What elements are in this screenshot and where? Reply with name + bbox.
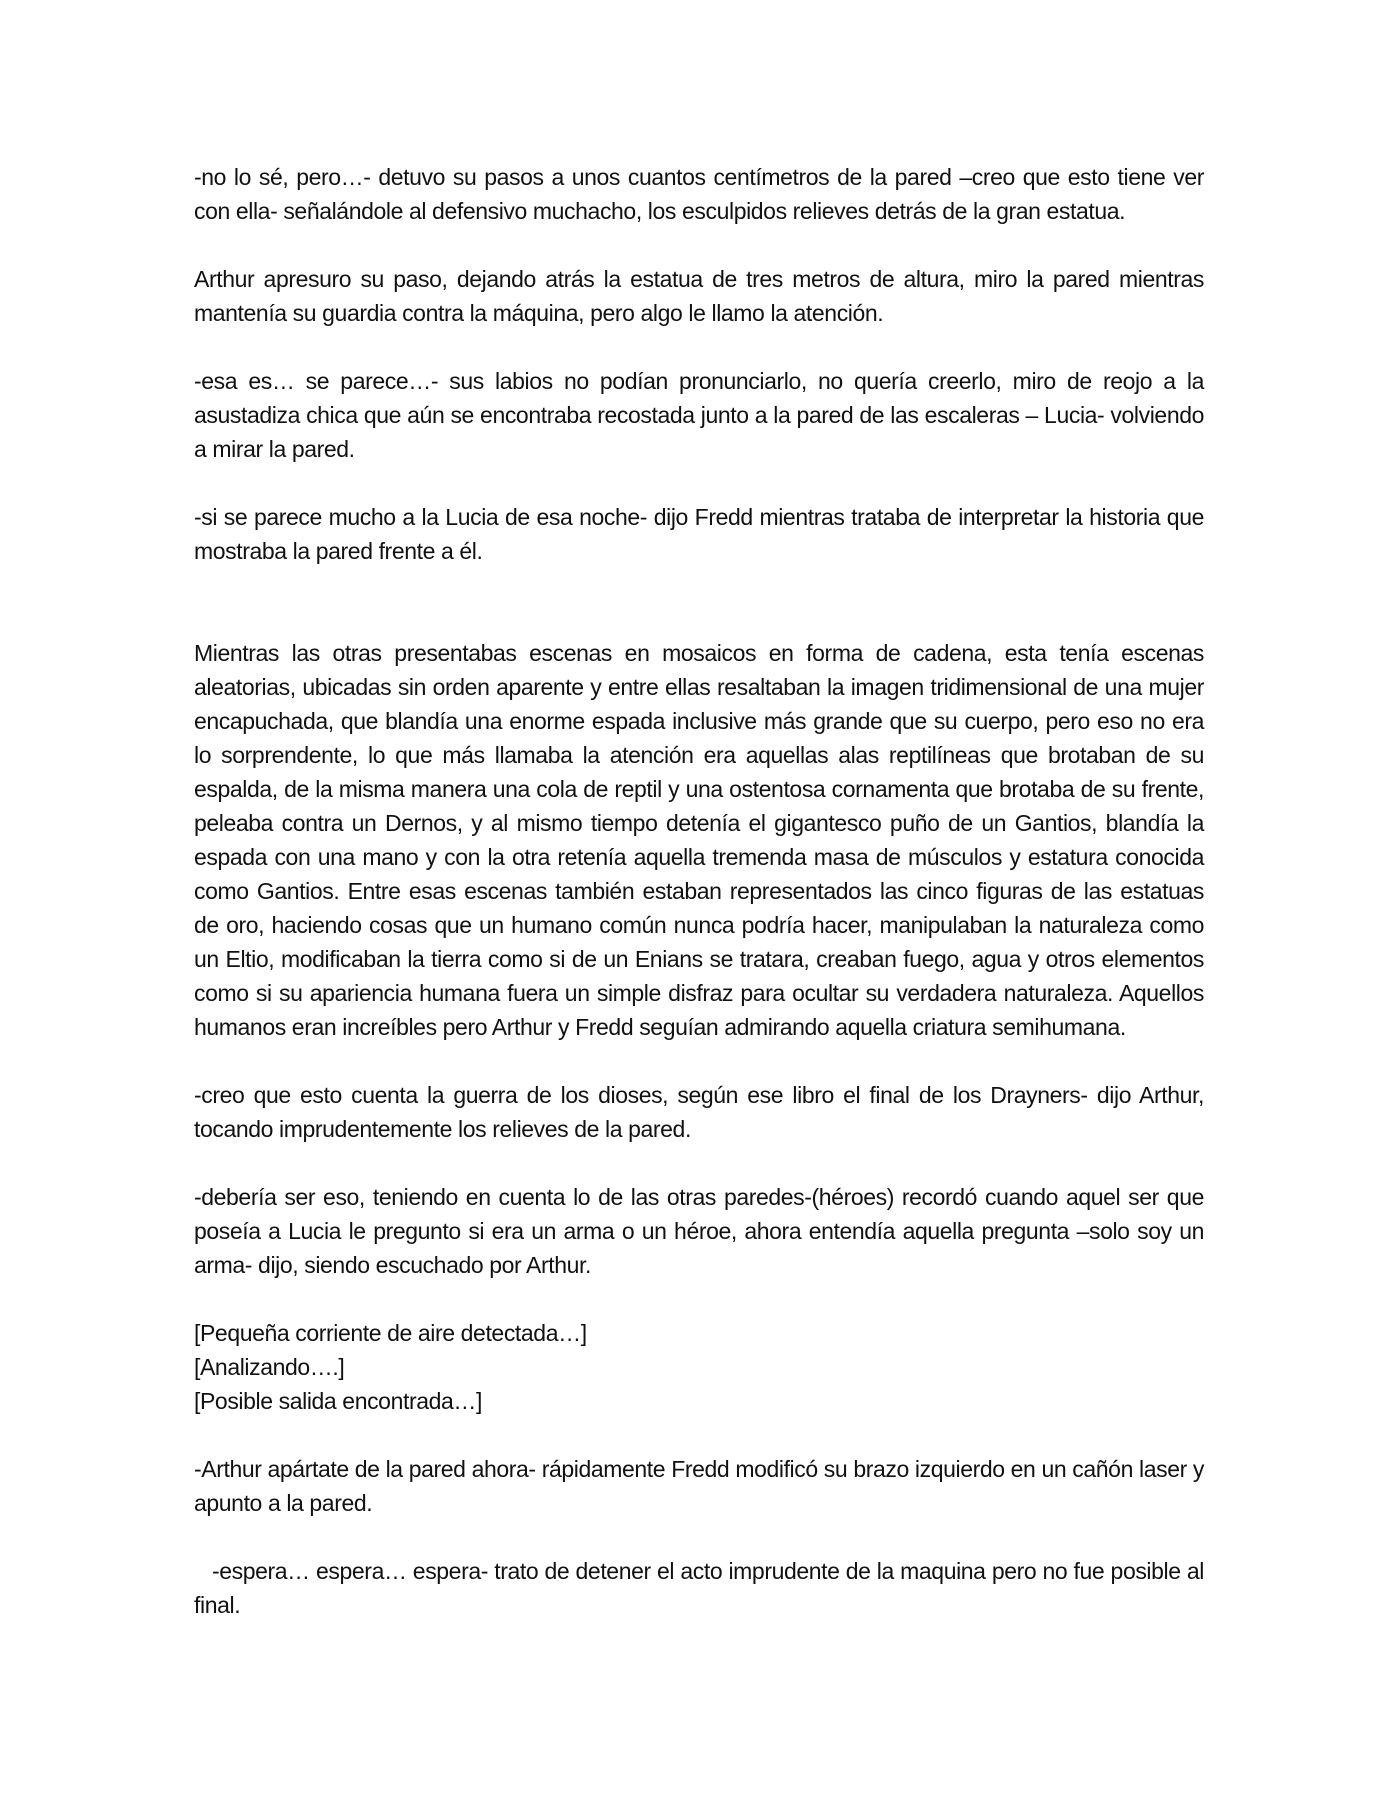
system-message-line: [Pequeña corriente de aire detectada…] [194,1320,587,1346]
paragraph: -Arthur apártate de la pared ahora- rápidamente Fredd modificó su brazo izquierdo en un cañón laser y apunto a la pared. [194,1456,1204,1516]
paragraph: -si se parece mucho a la Lucia de esa noche- dijo Fredd mientras trataba de interpretar la historia que mostraba la pared frente a él. [194,504,1204,564]
paragraph: Mientras las otras presentabas escenas en mosaicos en forma de cadena, esta tenía escenas aleatorias, ubicadas sin orden aparente y entre ellas resaltaban la imagen tridimensional de una mujer encapuchada, que blandía una enorme espada inclusive más grande que su cuerpo, pero eso no era lo sorprendente, lo que más llamaba la atención era aquellas alas reptilíneas que brotaban de su espalda, de la misma manera una cola de reptil y una ostentosa cornamenta que brotaba de su frente, peleaba contra un Dernos, y al mismo tiempo detenía el gigantesco puño de un Gantios, blandía la espada con una mano y con la otra retenía aquella tremenda masa de músculos y estatura conocida como Gantios. Entre esas escenas también estaban representados las cinco figuras de las estatuas de oro, haciendo cosas que un humano común nunca podría hacer, manipulaban la naturaleza como un Eltio, modificaban la tierra como si de un Enians se tratara, creaban fuego, agua y otros elementos como si su apariencia humana fuera un simple disfraz para ocultar su verdadera naturaleza. Aquellos humanos eran increíbles pero Arthur y Fredd seguían admirando aquella criatura semihumana. [194,640,1204,1040]
paragraph: Arthur apresuro su paso, dejando atrás la estatua de tres metros de altura, miro la pared mientras mantenía su guardia contra la máquina, pero algo le llamo la atención. [194,266,1204,326]
system-message-line: [Posible salida encontrada…] [194,1388,482,1414]
document-body [194,160,1204,1656]
paragraph: -esa es… se parece…- sus labios no podían pronunciarlo, no quería creerlo, miro de reojo a la asustadiza chica que aún se encontraba recostada junto a la pared de las escaleras – Lucia- volviendo a mirar la pared. [194,368,1204,462]
paragraph: -espera… espera… espera- trato de detener el acto imprudente de la maquina pero no fue posible al final. [194,1558,1204,1618]
system-message-line: [Analizando….] [194,1354,345,1380]
paragraph: -creo que esto cuenta la guerra de los dioses, según ese libro el final de los Drayners- dijo Arthur, tocando imprudentemente los relieves de la pared. [194,1082,1204,1142]
paragraph: -no lo sé, pero…- detuvo su pasos a unos cuantos centímetros de la pared –creo que esto tiene ver con ella- señalándole al defensivo muchacho, los esculpidos relieves detrás de la gran estatua. [194,164,1204,224]
paragraph: -debería ser eso, teniendo en cuenta lo de las otras paredes-(héroes) recordó cuando aquel ser que poseía a Lucia le pregunto si era un arma o un héroe, ahora entendía aquella pregunta –solo soy un arma- dijo, siendo escuchado por Arthur. [194,1184,1204,1278]
system-messages [194,1316,1204,1418]
